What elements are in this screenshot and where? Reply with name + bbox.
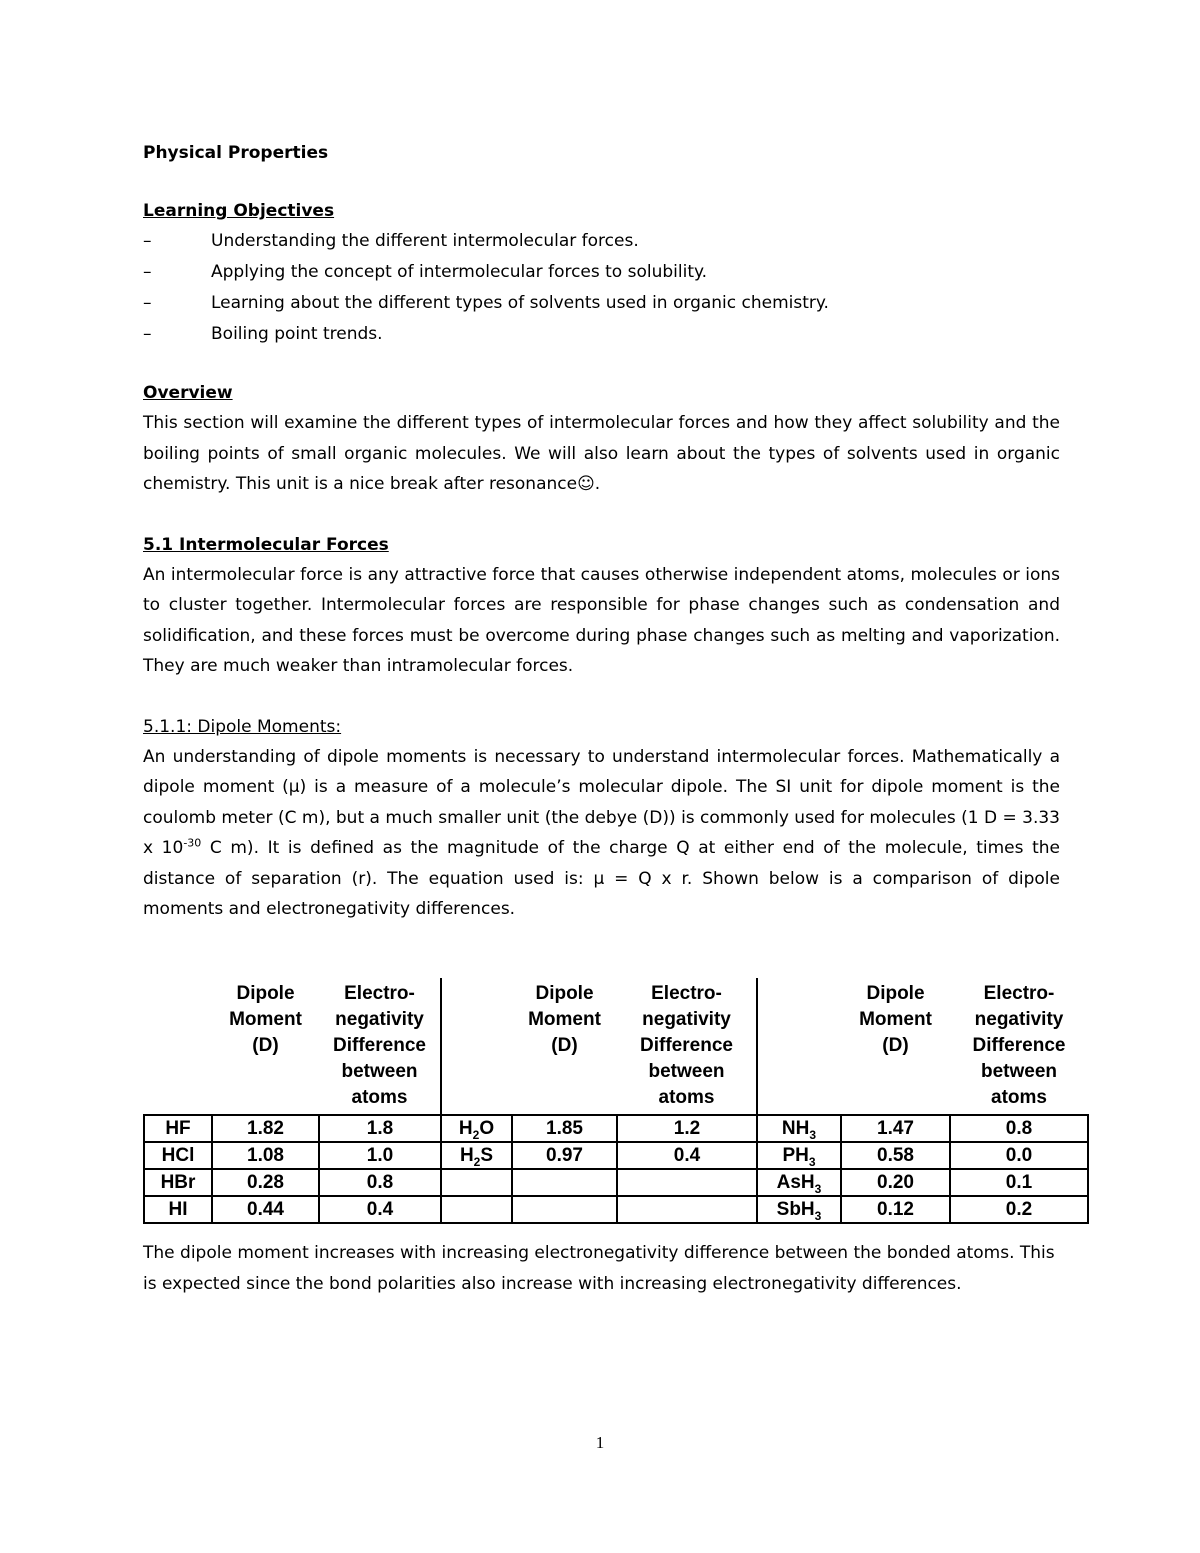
header-electronegativity-difference: Electro- negativity Difference between atoms: [319, 978, 441, 1115]
section-5-1-heading: 5.1 Intermolecular Forces: [143, 534, 389, 555]
objective-text: Boiling point trends.: [211, 324, 383, 344]
table-header-row: [144, 978, 1088, 1115]
header-dipole-moment: Dipole Moment (D): [859, 983, 932, 1056]
molecule-cell: $H_2S$: [441, 1142, 512, 1169]
dipole-cell: [512, 1196, 617, 1223]
table-row: [144, 1142, 1088, 1169]
dash-bullet: –: [143, 262, 152, 282]
dipole-cell: 1.82: [212, 1115, 319, 1142]
dipole-cell: 0.20: [841, 1169, 950, 1196]
dipole-cell: 1.85: [512, 1115, 617, 1142]
header-molecule-3: [757, 978, 841, 1115]
page-number: 1: [595, 1433, 605, 1452]
en-diff-cell: [617, 1169, 757, 1196]
molecule-cell: [441, 1196, 512, 1223]
molecule-cell: HF: [144, 1115, 212, 1142]
dipole-cell: [512, 1169, 617, 1196]
page-title: Physical Properties: [143, 143, 329, 163]
header-molecule-2: [441, 978, 512, 1115]
molecule-cell: $PH_3$: [757, 1142, 841, 1169]
dipole-moments-paragraph: [143, 742, 1060, 925]
en-diff-cell: 0.0: [950, 1142, 1088, 1169]
header-dipole-moment: Dipole Moment (D): [229, 983, 302, 1056]
dipole-text-part1: An understanding of dipole moments is necessary to understand intermolecular forces. Mathematically a dipole moment (μ) is a measure of a molecule’s molecular dipole. The SI unit for dipole moment is the coulomb meter (C m), but a much smaller unit (the debye (D)) is commonly used for molecules (1 D = 3.33 x 10: [143, 746, 1060, 858]
dipole-text-part2: C m). It is defined as the magnitude of the charge Q at either end of the molecule, times the distance of separation (r). The equation used is: μ = Q x r. Shown below is a comparison of dipole moments and electronegativity differences.: [143, 838, 1060, 919]
list-item: [143, 257, 1060, 288]
objective-text: Understanding the different intermolecular forces.: [211, 231, 639, 251]
header-electronegativity-difference: Electro- negativity Difference between atoms: [972, 983, 1066, 1108]
dipole-moment-table: [143, 978, 1089, 1224]
molecule-cell: SbH$_3$: [757, 1196, 841, 1223]
objective-text: Applying the concept of intermolecular forces to solubility.: [211, 262, 708, 282]
section-5-1-paragraph: An intermolecular force is any attractive force that causes otherwise independent atoms, molecules or ions to cluster together. Intermolecular forces are responsible for phase changes such as condensation and solidification, and these forces must be overcome during phase changes such as melting and vaporization. They are much weaker than intramolecular forces.: [143, 564, 1060, 676]
molecule-cell: [441, 1169, 512, 1196]
en-diff-cell: 0.1: [950, 1169, 1088, 1196]
dipole-cell: 0.58: [841, 1142, 950, 1169]
en-diff-cell: 1.8: [319, 1115, 441, 1142]
conclusion-block: [143, 1238, 1060, 1299]
list-item: [143, 288, 1060, 319]
molecule-cell: HI: [144, 1196, 212, 1223]
molecule-cell: HCl: [144, 1142, 212, 1169]
en-diff-cell: 0.8: [950, 1115, 1088, 1142]
molecule-cell: HBr: [144, 1169, 212, 1196]
en-diff-cell: 1.2: [617, 1115, 757, 1142]
document-body: [143, 138, 1060, 925]
exponent: -30: [183, 836, 202, 850]
en-diff-cell: [617, 1196, 757, 1223]
en-diff-cell: 1.0: [319, 1142, 441, 1169]
dipole-cell: 0.28: [212, 1169, 319, 1196]
list-item: [143, 319, 1060, 350]
molecule-cell: $NH_3$: [757, 1115, 841, 1142]
dipole-cell: 1.47: [841, 1115, 950, 1142]
dipole-cell: 0.12: [841, 1196, 950, 1223]
table-row: [144, 1169, 1088, 1196]
molecule-cell: $H_2O$: [441, 1115, 512, 1142]
list-item: [143, 226, 1060, 257]
objective-text: Learning about the different types of solvents used in organic chemistry.: [211, 293, 829, 313]
dipole-cell: 1.08: [212, 1142, 319, 1169]
header-electronegativity-difference: Electro- negativity Difference between atoms: [617, 978, 757, 1115]
section-5-1-1-heading: 5.1.1: Dipole Moments:: [143, 716, 342, 737]
molecule-cell: AsH$_3$: [757, 1169, 841, 1196]
header-dipole-moment: Dipole Moment (D): [528, 983, 601, 1056]
overview-heading: Overview: [143, 383, 233, 403]
table-row: [144, 1115, 1088, 1142]
dash-bullet: –: [143, 324, 152, 344]
conclusion-paragraph: The dipole moment increases with increasing electronegativity difference between the bonded atoms. This is expected since the bond polarities also increase with increasing electronegativity differences.: [143, 1243, 1055, 1294]
dipole-cell: 0.97: [512, 1142, 617, 1169]
en-diff-cell: 0.8: [319, 1169, 441, 1196]
en-diff-cell: 0.4: [319, 1196, 441, 1223]
overview-paragraph: This section will examine the different types of intermolecular forces and how they affect solubility and the boiling points of small organic molecules. We will also learn about the types of solvents used in organic chemistry. This unit is a nice break after resonance☺.: [143, 413, 1060, 494]
learning-objectives-heading: Learning Objectives: [143, 201, 335, 221]
dipole-moment-table-wrap: [143, 978, 1089, 1224]
dash-bullet: –: [143, 231, 152, 251]
dash-bullet: –: [143, 293, 152, 313]
header-molecule-1: [144, 978, 212, 1115]
dipole-cell: 0.44: [212, 1196, 319, 1223]
en-diff-cell: 0.4: [617, 1142, 757, 1169]
learning-objectives-list: [143, 226, 1060, 350]
en-diff-cell: 0.2: [950, 1196, 1088, 1223]
table-row: [144, 1196, 1088, 1223]
